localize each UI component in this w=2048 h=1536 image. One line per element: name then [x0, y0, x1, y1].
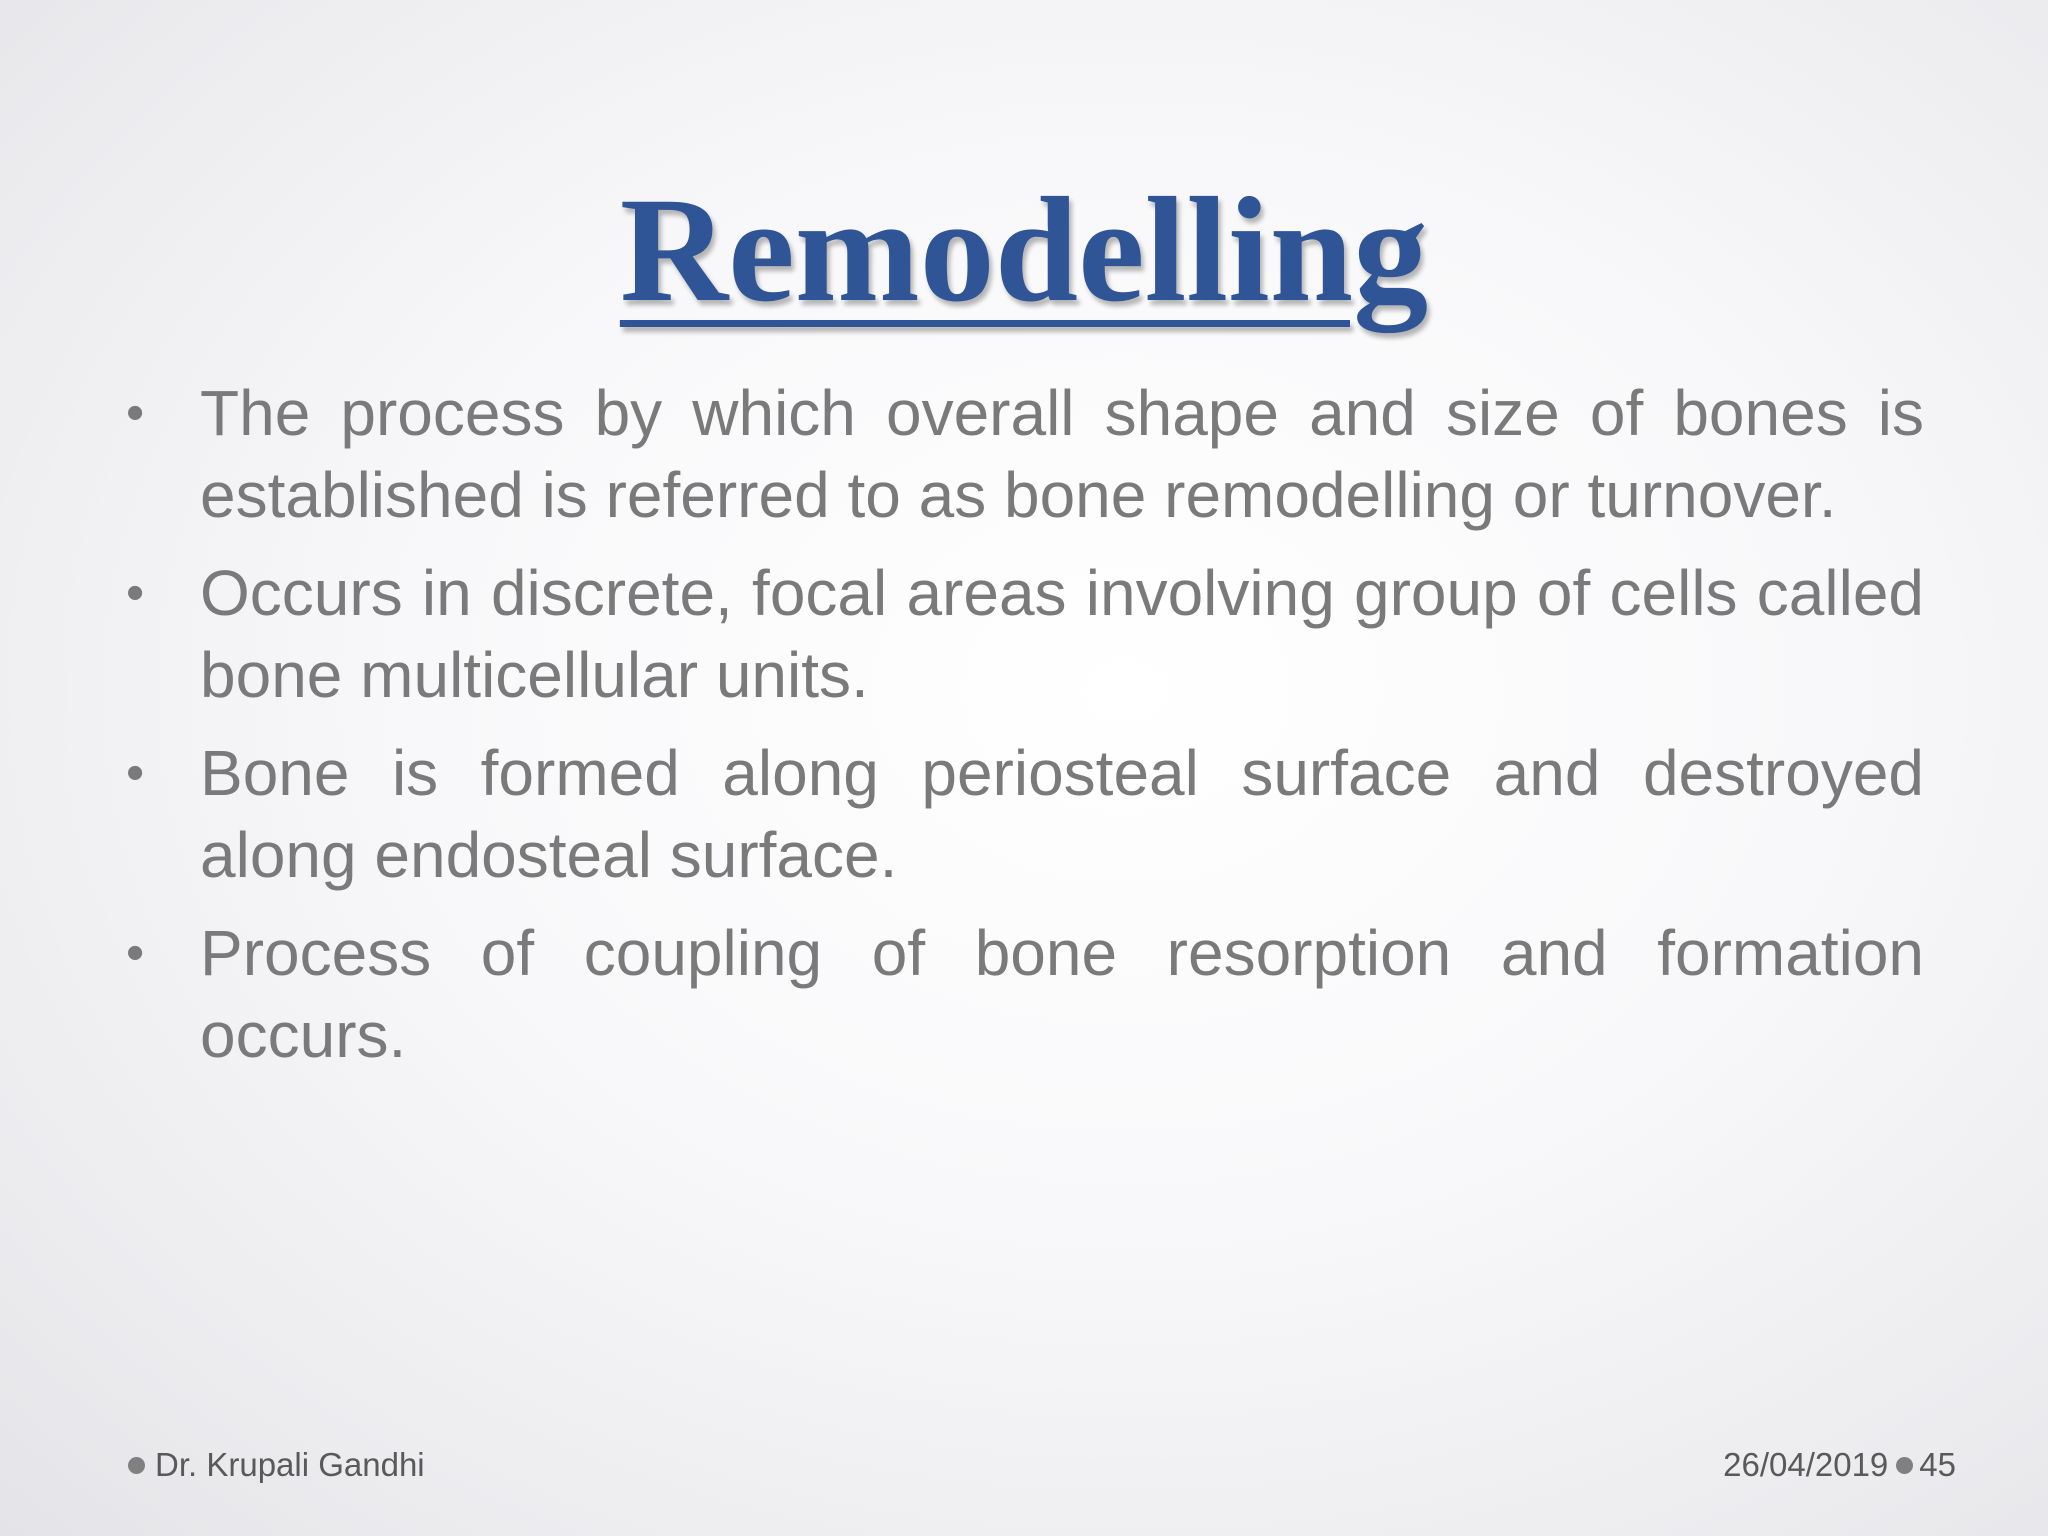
bullet-icon: • [126, 384, 145, 442]
bullet-text: The process by which overall shape and size of bones is established is referred to as bone remodelling or turnover. [200, 377, 1924, 531]
footer-dot-icon [128, 1457, 145, 1474]
footer-date: 26/04/2019 [1723, 1446, 1889, 1483]
bullet-item [118, 732, 1924, 896]
footer-separator-dot-icon [1896, 1457, 1913, 1474]
bullet-icon: • [126, 744, 145, 802]
bullet-text: Bone is formed along periosteal surface and destroyed along endosteal surface. [200, 737, 1924, 891]
footer-author-text: Dr. Krupali Gandhi [155, 1446, 425, 1483]
page-number: 45 [1919, 1446, 1956, 1483]
bullet-text: Process of coupling of bone resorption and formation occurs. [200, 917, 1924, 1071]
slide-title: Remodelling [619, 167, 1429, 333]
bullet-list [118, 372, 1924, 1092]
bullet-icon: • [126, 564, 145, 622]
footer-date-page [1723, 1446, 1956, 1484]
footer-author [128, 1446, 425, 1484]
bullet-item [118, 912, 1924, 1076]
bullet-text: Occurs in discrete, focal areas involving group of cells called bone multicellular units. [200, 557, 1924, 711]
bullet-item [118, 552, 1924, 716]
bullet-item [118, 372, 1924, 536]
bullet-icon: • [126, 924, 145, 982]
